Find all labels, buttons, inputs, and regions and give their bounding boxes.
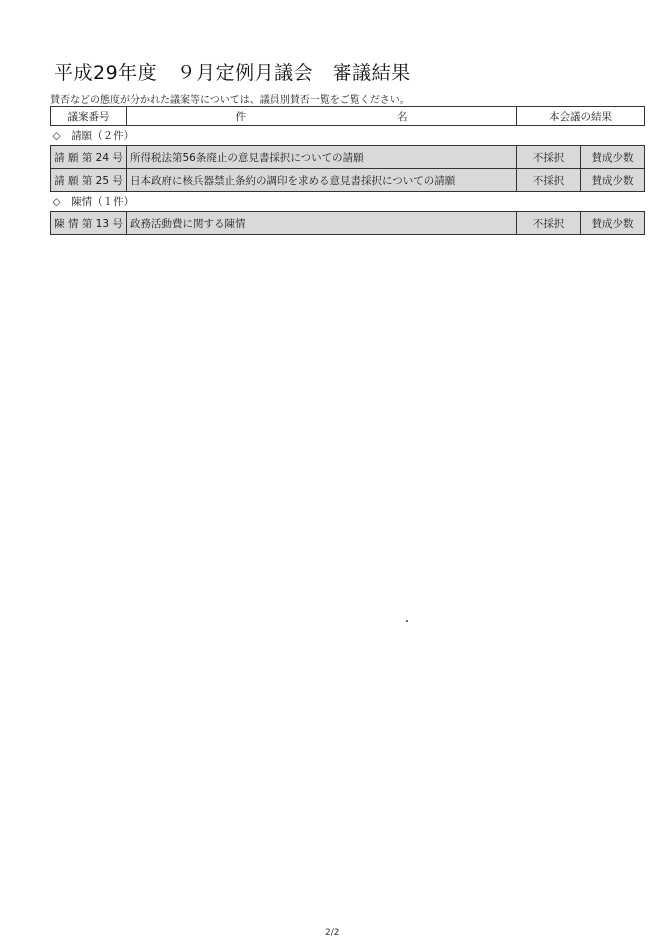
header-subject (127, 107, 517, 126)
table-header-row (51, 107, 645, 126)
item-subject: 所得税法第56条廃止の意見書採択についての請願 (127, 146, 517, 169)
item-decision: 不採択 (517, 146, 581, 169)
table-row (51, 169, 645, 192)
item-number: 陳 情 第 13 号 (51, 212, 127, 235)
header-subject-right: 名 (397, 110, 408, 123)
item-subject: 日本政府に核兵器禁止条約の調印を求める意見書採択についての請願 (127, 169, 517, 192)
page-number: 2/2 (325, 928, 340, 938)
header-result: 本会議の結果 (517, 107, 645, 126)
item-subject: 政務活動費に関する陳情 (127, 212, 517, 235)
scan-speck (406, 620, 408, 622)
header-number: 議案番号 (51, 107, 127, 126)
results-table (50, 106, 644, 235)
item-decision: 不採択 (517, 169, 581, 192)
page-title: 平成29年度 ９月定例月議会 審議結果 (54, 62, 411, 84)
table-row (51, 146, 645, 169)
item-vote: 賛成少数 (581, 169, 645, 192)
item-number: 請 願 第 24 号 (51, 146, 127, 169)
table-row (51, 212, 645, 235)
item-vote: 賛成少数 (581, 146, 645, 169)
section-row (51, 126, 645, 146)
item-number: 請 願 第 25 号 (51, 169, 127, 192)
item-decision: 不採択 (517, 212, 581, 235)
section-row (51, 192, 645, 212)
instruction-note: 賛否などの態度が分かれた議案等については、議員別賛否一覧をご覧ください。 (50, 95, 410, 106)
header-subject-left: 件 (235, 110, 246, 123)
item-vote: 賛成少数 (581, 212, 645, 235)
section-label-petitions-chinjo: ◇ 陳情（１件） (51, 192, 645, 212)
section-label-petitions: ◇ 請願（２件） (51, 126, 645, 146)
